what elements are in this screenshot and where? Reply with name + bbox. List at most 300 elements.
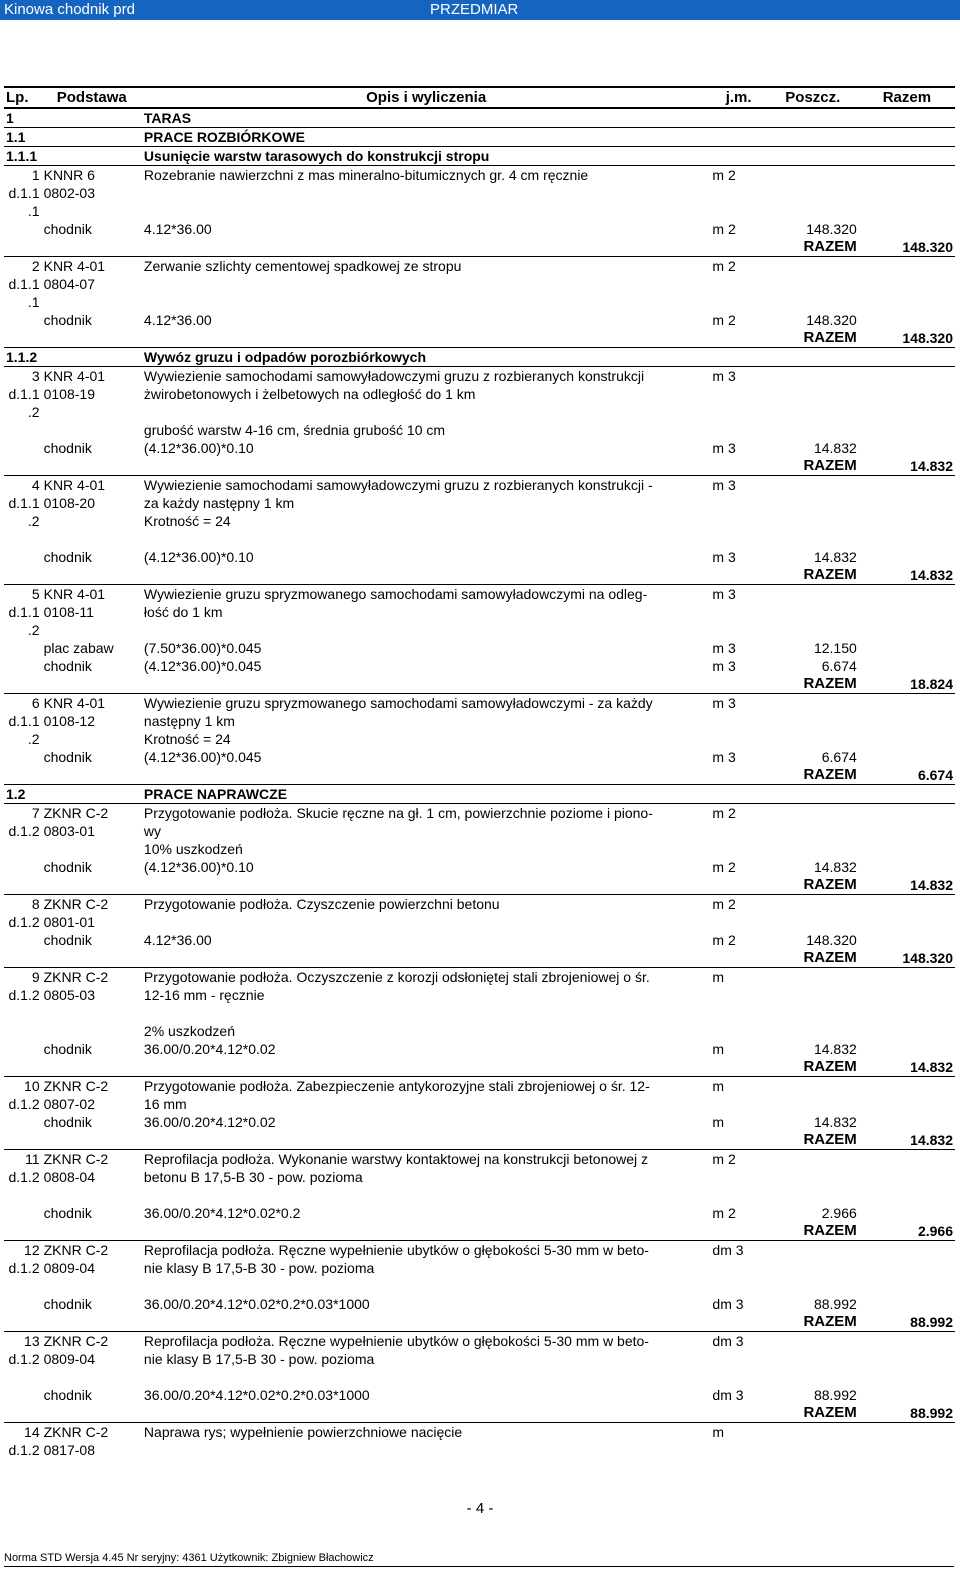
podstawa-cell bbox=[42, 730, 142, 748]
razem-row bbox=[4, 876, 955, 895]
document-type: PRZEDMIAR bbox=[430, 1, 519, 18]
opis-cell: 16 mm bbox=[143, 1096, 187, 1112]
opis-cell: Krotność = 24 bbox=[143, 513, 231, 529]
table-row bbox=[4, 1095, 955, 1113]
podstawa-cell: chodnik bbox=[43, 1205, 92, 1221]
jm-cell bbox=[710, 1022, 766, 1040]
opis-cell: 36.00/0.20*4.12*0.02*0.2*0.03*1000 bbox=[143, 1296, 370, 1312]
table-row bbox=[4, 494, 955, 512]
jm-cell bbox=[710, 275, 766, 293]
col-header-podstawa: Podstawa bbox=[42, 87, 142, 108]
razem-cell bbox=[859, 275, 955, 293]
opis-cell bbox=[142, 293, 711, 311]
razem-label: RAZEM bbox=[767, 1313, 859, 1332]
calculation-row bbox=[4, 548, 955, 566]
poszcz-cell bbox=[767, 1241, 859, 1260]
opis-cell: (7.50*36.00)*0.045 bbox=[143, 640, 262, 656]
empty-cell bbox=[142, 1222, 711, 1241]
position-row bbox=[4, 257, 955, 276]
poszcz-cell bbox=[767, 385, 859, 403]
table-header-row bbox=[4, 87, 955, 108]
lp-cell: .1 bbox=[27, 294, 40, 310]
section-row bbox=[4, 348, 955, 367]
poszcz-cell bbox=[767, 166, 859, 185]
podstawa-cell: 0108-11 bbox=[43, 604, 94, 620]
table-row bbox=[4, 1168, 955, 1186]
poszcz-cell: 12.150 bbox=[813, 640, 857, 656]
poszcz-cell: 148.320 bbox=[806, 221, 857, 237]
jm-cell: m bbox=[710, 968, 766, 987]
poszcz-cell bbox=[767, 421, 859, 439]
poszcz-cell bbox=[767, 494, 859, 512]
empty-cell bbox=[42, 457, 142, 476]
podstawa-cell: chodnik bbox=[43, 1114, 92, 1130]
empty-cell bbox=[42, 238, 142, 257]
opis-cell: (4.12*36.00)*0.045 bbox=[143, 658, 262, 674]
empty-cell bbox=[4, 238, 42, 257]
poszcz-cell bbox=[767, 147, 859, 166]
jm-cell bbox=[710, 1168, 766, 1186]
razem-row bbox=[4, 1058, 955, 1077]
calculation-row bbox=[4, 931, 955, 949]
razem-cell bbox=[859, 1077, 955, 1096]
opis-cell: żwirobetonowych i żelbetowych na odległość do 1 km bbox=[143, 386, 476, 402]
empty-cell bbox=[4, 1404, 42, 1423]
opis-cell: Krotność = 24 bbox=[143, 731, 231, 747]
poszcz-cell bbox=[767, 968, 859, 987]
table-body bbox=[4, 108, 955, 1459]
lp-cell: d.1.1 bbox=[8, 604, 40, 620]
lp-cell: 1 bbox=[4, 108, 42, 128]
razem-cell bbox=[859, 748, 955, 766]
podstawa-cell bbox=[42, 621, 142, 639]
poszcz-cell: 2.966 bbox=[821, 1205, 857, 1221]
lp-cell: 1.1.2 bbox=[4, 348, 42, 367]
poszcz-cell bbox=[767, 275, 859, 293]
lp-cell: 1.1.1 bbox=[4, 147, 42, 166]
podstawa-cell bbox=[42, 785, 142, 804]
podstawa-cell bbox=[42, 403, 142, 421]
razem-cell bbox=[859, 1350, 955, 1368]
podstawa-cell bbox=[42, 293, 142, 311]
razem-row bbox=[4, 949, 955, 968]
empty-cell bbox=[710, 329, 766, 348]
spacer-row bbox=[4, 1186, 955, 1204]
col-header-lp: Lp. bbox=[4, 87, 42, 108]
razem-cell bbox=[859, 1241, 955, 1260]
razem-cell bbox=[859, 639, 955, 657]
empty-cell bbox=[42, 766, 142, 785]
lp-cell: .2 bbox=[27, 622, 40, 638]
razem-cell bbox=[859, 1423, 955, 1442]
empty-cell bbox=[4, 329, 42, 348]
opis-cell: (4.12*36.00)*0.045 bbox=[143, 749, 262, 765]
opis-cell: Naprawa rys; wypełnienie powierzchniowe nacięcie bbox=[142, 1423, 711, 1442]
opis-cell: Rozebranie nawierzchni z mas mineralno-bitumicznych gr. 4 cm ręcznie bbox=[142, 166, 711, 185]
lp-cell: d.1.1 bbox=[8, 185, 40, 201]
jm-cell: m 3 bbox=[710, 367, 766, 386]
jm-cell: m 3 bbox=[712, 749, 736, 765]
przedmiar-table bbox=[4, 86, 955, 1459]
podstawa-cell bbox=[42, 348, 142, 367]
poszcz-cell bbox=[767, 1423, 859, 1442]
opis-cell: 36.00/0.20*4.12*0.02*0.2 bbox=[143, 1205, 301, 1221]
jm-cell bbox=[710, 293, 766, 311]
razem-value: 14.832 bbox=[859, 1131, 955, 1150]
lp-cell: .2 bbox=[27, 513, 40, 529]
podstawa-cell: 0817-08 bbox=[43, 1442, 95, 1458]
table-row bbox=[4, 1259, 955, 1277]
podstawa-cell: ZKNR C-2 bbox=[42, 1241, 142, 1260]
opis-cell: 4.12*36.00 bbox=[143, 221, 212, 237]
position-row bbox=[4, 895, 955, 914]
lp-cell bbox=[4, 421, 42, 439]
empty-cell bbox=[42, 1058, 142, 1077]
jm-cell bbox=[710, 184, 766, 202]
table-row bbox=[4, 1022, 955, 1040]
lp-cell: d.1.2 bbox=[8, 1169, 40, 1185]
spacer-cell bbox=[4, 1004, 955, 1022]
lp-cell: d.1.1 bbox=[8, 495, 40, 511]
jm-cell bbox=[710, 494, 766, 512]
poszcz-cell bbox=[767, 1350, 859, 1368]
poszcz-cell bbox=[767, 585, 859, 604]
jm-cell: m 2 bbox=[710, 257, 766, 276]
jm-cell: m 3 bbox=[712, 549, 736, 565]
lp-cell: .1 bbox=[27, 203, 40, 219]
lp-cell: .2 bbox=[27, 404, 40, 420]
calculation-row bbox=[4, 639, 955, 657]
razem-row bbox=[4, 329, 955, 348]
razem-cell bbox=[859, 1040, 955, 1058]
opis-cell: wy bbox=[143, 823, 162, 839]
empty-cell bbox=[4, 876, 42, 895]
podstawa-cell: 0805-03 bbox=[43, 987, 95, 1003]
table-row bbox=[4, 184, 955, 202]
poszcz-cell bbox=[767, 1168, 859, 1186]
opis-cell: 36.00/0.20*4.12*0.02*0.2*0.03*1000 bbox=[143, 1387, 370, 1403]
lp-cell: 9 bbox=[4, 968, 42, 987]
empty-cell bbox=[710, 1131, 766, 1150]
razem-cell bbox=[859, 603, 955, 621]
lp-cell bbox=[4, 548, 42, 566]
razem-cell bbox=[859, 1022, 955, 1040]
table-row bbox=[4, 1350, 955, 1368]
jm-cell: m bbox=[712, 1114, 725, 1130]
calculation-row bbox=[4, 1386, 955, 1404]
lp-cell bbox=[4, 858, 42, 876]
razem-cell bbox=[859, 1168, 955, 1186]
podstawa-cell bbox=[42, 512, 142, 530]
lp-cell: 7 bbox=[4, 804, 42, 823]
lp-cell bbox=[4, 1022, 42, 1040]
lp-cell bbox=[4, 439, 42, 457]
opis-cell: Reprofilacja podłoża. Ręczne wypełnienie ubytków o głębokości 5-30 mm w beto- bbox=[142, 1241, 711, 1260]
empty-cell bbox=[42, 1131, 142, 1150]
razem-cell bbox=[859, 1386, 955, 1404]
lp-cell: d.1.2 bbox=[8, 1351, 40, 1367]
poszcz-cell bbox=[767, 367, 859, 386]
footer-divider bbox=[4, 1566, 954, 1567]
opis-cell bbox=[142, 621, 711, 639]
jm-cell: dm 3 bbox=[710, 1332, 766, 1351]
lp-cell: 11 bbox=[4, 1150, 42, 1169]
podstawa-cell: KNR 4-01 bbox=[42, 257, 142, 276]
empty-cell bbox=[4, 675, 42, 694]
jm-cell bbox=[710, 730, 766, 748]
empty-cell bbox=[142, 675, 711, 694]
opis-cell: (4.12*36.00)*0.10 bbox=[143, 859, 254, 875]
calculation-row bbox=[4, 220, 955, 238]
razem-cell bbox=[859, 184, 955, 202]
jm-cell bbox=[710, 147, 766, 166]
opis-cell: nie klasy B 17,5-B 30 - pow. pozioma bbox=[143, 1260, 375, 1276]
position-row bbox=[4, 476, 955, 495]
razem-cell bbox=[859, 548, 955, 566]
opis-cell: Reprofilacja podłoża. Ręczne wypełnienie ubytków o głębokości 5-30 mm w beto- bbox=[142, 1332, 711, 1351]
table-row bbox=[4, 730, 955, 748]
podstawa-cell: 0809-04 bbox=[43, 1260, 95, 1276]
jm-cell: m 2 bbox=[712, 932, 736, 948]
razem-cell bbox=[859, 804, 955, 823]
podstawa-cell: chodnik bbox=[43, 549, 92, 565]
spacer-row bbox=[4, 1004, 955, 1022]
poszcz-cell bbox=[767, 257, 859, 276]
poszcz-cell bbox=[767, 822, 859, 840]
position-row bbox=[4, 694, 955, 713]
podstawa-cell: 0803-01 bbox=[43, 823, 95, 839]
razem-value: 148.320 bbox=[859, 949, 955, 968]
poszcz-cell bbox=[767, 712, 859, 730]
calculation-row bbox=[4, 1113, 955, 1131]
poszcz-cell bbox=[767, 1259, 859, 1277]
empty-cell bbox=[710, 1222, 766, 1241]
razem-label: RAZEM bbox=[767, 1058, 859, 1077]
jm-cell bbox=[710, 785, 766, 804]
razem-cell bbox=[859, 220, 955, 238]
spacer-cell bbox=[4, 530, 955, 548]
podstawa-cell: ZKNR C-2 bbox=[42, 895, 142, 914]
jm-cell: m 2 bbox=[712, 221, 736, 237]
lp-cell: d.1.1 bbox=[8, 713, 40, 729]
podstawa-cell: 0802-03 bbox=[43, 185, 95, 201]
razem-cell bbox=[859, 367, 955, 386]
podstawa-cell bbox=[42, 840, 142, 858]
lp-cell bbox=[4, 748, 42, 766]
col-header-razem: Razem bbox=[859, 87, 955, 108]
opis-cell: łość do 1 km bbox=[143, 604, 223, 620]
razem-value: 14.832 bbox=[859, 566, 955, 585]
razem-row bbox=[4, 1131, 955, 1150]
razem-value: 88.992 bbox=[859, 1313, 955, 1332]
table-row bbox=[4, 712, 955, 730]
podstawa-cell: chodnik bbox=[43, 859, 92, 875]
poszcz-cell: 14.832 bbox=[813, 440, 857, 456]
podstawa-cell: chodnik bbox=[43, 1041, 92, 1057]
empty-cell bbox=[142, 766, 711, 785]
section-row bbox=[4, 785, 955, 804]
razem-cell bbox=[859, 694, 955, 713]
jm-cell: m 2 bbox=[712, 1205, 736, 1221]
razem-cell bbox=[859, 348, 955, 367]
opis-cell: za każdy następny 1 km bbox=[143, 495, 295, 511]
jm-cell: dm 3 bbox=[712, 1296, 744, 1312]
razem-value: 14.832 bbox=[859, 1058, 955, 1077]
razem-value: 2.966 bbox=[859, 1222, 955, 1241]
opis-cell: 2% uszkodzeń bbox=[143, 1023, 235, 1039]
position-row bbox=[4, 1241, 955, 1260]
jm-cell bbox=[710, 986, 766, 1004]
table-row bbox=[4, 202, 955, 220]
razem-label: RAZEM bbox=[767, 1222, 859, 1241]
lp-cell bbox=[4, 311, 42, 329]
razem-cell bbox=[859, 108, 955, 128]
lp-cell bbox=[4, 931, 42, 949]
razem-cell bbox=[859, 712, 955, 730]
poszcz-cell bbox=[767, 476, 859, 495]
razem-label: RAZEM bbox=[767, 766, 859, 785]
poszcz-cell bbox=[767, 785, 859, 804]
podstawa-cell: ZKNR C-2 bbox=[42, 968, 142, 987]
lp-cell: 13 bbox=[4, 1332, 42, 1351]
opis-cell: Przygotowanie podłoża. Czyszczenie powierzchni betonu bbox=[142, 895, 711, 914]
podstawa-cell: ZKNR C-2 bbox=[42, 1332, 142, 1351]
podstawa-cell: chodnik bbox=[43, 440, 92, 456]
razem-cell bbox=[859, 293, 955, 311]
empty-cell bbox=[710, 566, 766, 585]
jm-cell: m 2 bbox=[710, 1150, 766, 1169]
lp-cell: 6 bbox=[4, 694, 42, 713]
razem-value: 88.992 bbox=[859, 1404, 955, 1423]
lp-cell: 12 bbox=[4, 1241, 42, 1260]
opis-cell: Wywóz gruzu i odpadów porozbiórkowych bbox=[142, 348, 711, 367]
poszcz-cell bbox=[767, 621, 859, 639]
poszcz-cell bbox=[767, 603, 859, 621]
lp-cell: 8 bbox=[4, 895, 42, 914]
razem-cell bbox=[859, 421, 955, 439]
jm-cell: m 2 bbox=[710, 895, 766, 914]
opis-cell: Reprofilacja podłoża. Wykonanie warstwy kontaktowej na konstrukcji betonowej z bbox=[142, 1150, 711, 1169]
jm-cell bbox=[710, 840, 766, 858]
empty-cell bbox=[42, 1313, 142, 1332]
razem-cell bbox=[859, 311, 955, 329]
position-row bbox=[4, 968, 955, 987]
position-row bbox=[4, 1423, 955, 1442]
poszcz-cell bbox=[767, 1095, 859, 1113]
empty-cell bbox=[142, 1313, 711, 1332]
razem-label: RAZEM bbox=[767, 876, 859, 895]
empty-cell bbox=[42, 1404, 142, 1423]
empty-cell bbox=[4, 1222, 42, 1241]
calculation-row bbox=[4, 657, 955, 675]
empty-cell bbox=[710, 1058, 766, 1077]
jm-cell bbox=[710, 913, 766, 931]
opis-cell bbox=[142, 913, 711, 931]
empty-cell bbox=[42, 329, 142, 348]
poszcz-cell: 6.674 bbox=[821, 749, 857, 765]
opis-cell: 4.12*36.00 bbox=[143, 312, 212, 328]
lp-cell: 14 bbox=[4, 1423, 42, 1442]
lp-cell bbox=[4, 220, 42, 238]
calculation-row bbox=[4, 439, 955, 457]
razem-cell bbox=[859, 1095, 955, 1113]
jm-cell: m 3 bbox=[710, 476, 766, 495]
lp-cell: d.1.2 bbox=[8, 914, 40, 930]
jm-cell bbox=[710, 348, 766, 367]
lp-cell: 3 bbox=[4, 367, 42, 386]
opis-cell: 12-16 mm - ręcznie bbox=[143, 987, 265, 1003]
lp-cell: d.1.2 bbox=[8, 823, 40, 839]
podstawa-cell: ZKNR C-2 bbox=[42, 1423, 142, 1442]
opis-cell: Wywiezienie gruzu spryzmowanego samochodami samowyładowczymi - za każdy bbox=[142, 694, 711, 713]
razem-row bbox=[4, 1313, 955, 1332]
opis-cell: Przygotowanie podłoża. Zabezpieczenie antykorozyjne stali zbrojeniowej o śr. 12- bbox=[142, 1077, 711, 1096]
podstawa-cell: 0108-20 bbox=[43, 495, 95, 511]
podstawa-cell: chodnik bbox=[43, 221, 92, 237]
opis-cell bbox=[142, 184, 711, 202]
position-row bbox=[4, 585, 955, 604]
razem-row bbox=[4, 457, 955, 476]
razem-cell bbox=[859, 147, 955, 166]
page-number: - 4 - bbox=[466, 1500, 494, 1517]
podstawa-cell: chodnik bbox=[43, 658, 92, 674]
empty-cell bbox=[710, 675, 766, 694]
poszcz-cell: 14.832 bbox=[813, 549, 857, 565]
empty-cell bbox=[710, 1404, 766, 1423]
razem-cell bbox=[859, 1113, 955, 1131]
opis-cell: (4.12*36.00)*0.10 bbox=[143, 440, 254, 456]
opis-cell: 36.00/0.20*4.12*0.02 bbox=[143, 1041, 276, 1057]
jm-cell bbox=[710, 1095, 766, 1113]
razem-label: RAZEM bbox=[767, 1131, 859, 1150]
razem-cell bbox=[859, 1150, 955, 1169]
document-title: Kinowa chodnik prd bbox=[4, 1, 135, 18]
razem-cell bbox=[859, 1259, 955, 1277]
podstawa-cell: chodnik bbox=[43, 1296, 92, 1312]
poszcz-cell bbox=[767, 840, 859, 858]
poszcz-cell bbox=[767, 730, 859, 748]
footer-text: Norma STD Wersja 4.45 Nr seryjny: 4361 Użytkownik: Zbigniew Błachowicz bbox=[4, 1552, 374, 1564]
empty-cell bbox=[4, 949, 42, 968]
opis-cell: Wywiezienie gruzu spryzmowanego samochodami samowyładowczymi na odleg- bbox=[142, 585, 711, 604]
lp-cell bbox=[4, 1295, 42, 1313]
poszcz-cell bbox=[767, 403, 859, 421]
empty-cell bbox=[710, 1313, 766, 1332]
jm-cell bbox=[710, 421, 766, 439]
podstawa-cell: KNR 4-01 bbox=[42, 367, 142, 386]
lp-cell: .2 bbox=[27, 731, 40, 747]
empty-cell bbox=[710, 949, 766, 968]
empty-cell bbox=[142, 949, 711, 968]
jm-cell bbox=[710, 621, 766, 639]
razem-cell bbox=[859, 822, 955, 840]
spacer-row bbox=[4, 530, 955, 548]
razem-value: 14.832 bbox=[859, 457, 955, 476]
lp-cell: 1.2 bbox=[4, 785, 42, 804]
poszcz-cell bbox=[767, 895, 859, 914]
opis-cell: Wywiezienie samochodami samowyładowczymi gruzu z rozbieranych konstrukcji - bbox=[142, 476, 711, 495]
razem-row bbox=[4, 766, 955, 785]
section-row bbox=[4, 128, 955, 147]
poszcz-cell bbox=[767, 1077, 859, 1096]
empty-cell bbox=[42, 1222, 142, 1241]
poszcz-cell: 88.992 bbox=[813, 1387, 857, 1403]
razem-cell bbox=[859, 968, 955, 987]
page-header bbox=[0, 0, 960, 20]
lp-cell: 10 bbox=[4, 1077, 42, 1096]
poszcz-cell bbox=[767, 1022, 859, 1040]
jm-cell bbox=[710, 712, 766, 730]
